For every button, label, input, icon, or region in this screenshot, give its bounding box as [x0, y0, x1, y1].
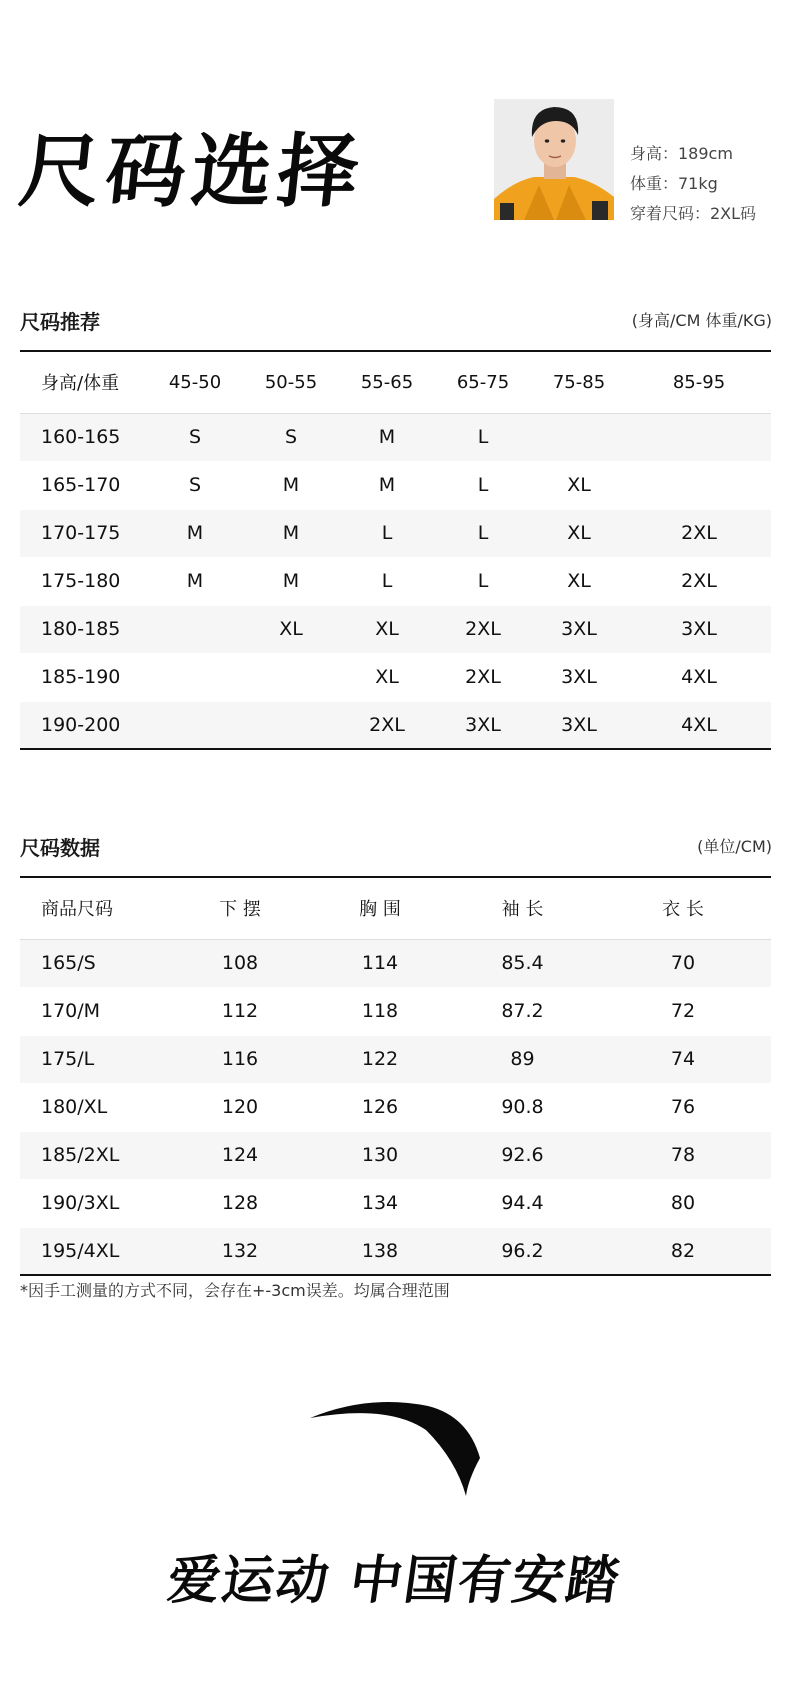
row-label-cell: 165-170 — [20, 461, 147, 509]
column-header: 身高/体重 — [20, 351, 147, 413]
anta-logo-icon — [308, 1400, 483, 1500]
table-cell: M — [243, 461, 339, 509]
brand-slogan: 爱运动 中国有安踏 — [163, 1551, 625, 1611]
table-cell: 114 — [310, 939, 450, 987]
table-cell: 124 — [170, 1131, 310, 1179]
table-cell: S — [243, 413, 339, 461]
table-row — [20, 1179, 771, 1227]
table-cell — [147, 701, 243, 749]
table-row — [20, 701, 771, 749]
table-cell: M — [243, 509, 339, 557]
table-cell: 138 — [310, 1227, 450, 1275]
table-cell: 76 — [595, 1083, 771, 1131]
recommend-title: 尺码推荐 — [20, 310, 100, 334]
table-cell: 118 — [310, 987, 450, 1035]
table-row — [20, 1083, 771, 1131]
table-cell: 78 — [595, 1131, 771, 1179]
row-label-cell: 195/4XL — [20, 1227, 170, 1275]
table-cell: 96.2 — [450, 1227, 595, 1275]
measurement-footnote: *因手工测量的方式不同，会存在+-3cm误差。均属合理范围 — [20, 1281, 450, 1300]
table-row — [20, 557, 771, 605]
table-cell: 134 — [310, 1179, 450, 1227]
table-cell: 87.2 — [450, 987, 595, 1035]
row-label-cell: 185-190 — [20, 653, 147, 701]
column-header: 85-95 — [627, 351, 771, 413]
table-cell: 92.6 — [450, 1131, 595, 1179]
table-cell: 128 — [170, 1179, 310, 1227]
table-row — [20, 413, 771, 461]
table-cell: 122 — [310, 1035, 450, 1083]
table-cell — [627, 413, 771, 461]
table-cell: XL — [339, 605, 435, 653]
table-cell: 112 — [170, 987, 310, 1035]
row-label-cell: 165/S — [20, 939, 170, 987]
table-row — [20, 653, 771, 701]
table-cell: 72 — [595, 987, 771, 1035]
table-row — [20, 605, 771, 653]
table-cell: M — [147, 509, 243, 557]
table-cell: XL — [531, 557, 627, 605]
recommend-unit: (身高/CM 体重/KG) — [631, 311, 772, 330]
row-label-cell: 170/M — [20, 987, 170, 1035]
column-header: 45-50 — [147, 351, 243, 413]
table-row — [20, 939, 771, 987]
column-header: 商品尺码 — [20, 877, 170, 939]
table-cell: L — [339, 509, 435, 557]
table-cell: M — [339, 461, 435, 509]
table-cell: 120 — [170, 1083, 310, 1131]
table-cell: L — [435, 557, 531, 605]
row-label-cell: 170-175 — [20, 509, 147, 557]
table-cell: 4XL — [627, 701, 771, 749]
table-cell: 132 — [170, 1227, 310, 1275]
table-cell: 126 — [310, 1083, 450, 1131]
table-cell: XL — [339, 653, 435, 701]
table-cell: 130 — [310, 1131, 450, 1179]
row-label-cell: 175/L — [20, 1035, 170, 1083]
size-recommend-table — [20, 350, 771, 750]
table-cell: L — [435, 509, 531, 557]
table-cell: 116 — [170, 1035, 310, 1083]
table-cell: 2XL — [627, 509, 771, 557]
model-info — [630, 139, 756, 229]
table-cell — [627, 461, 771, 509]
table-cell: L — [339, 557, 435, 605]
size-measurement-table — [20, 876, 771, 1276]
table-cell — [243, 701, 339, 749]
table-cell: L — [435, 461, 531, 509]
row-label-cell: 190-200 — [20, 701, 147, 749]
table-cell: 74 — [595, 1035, 771, 1083]
table-cell: M — [339, 413, 435, 461]
table-cell: 90.8 — [450, 1083, 595, 1131]
table-cell — [147, 653, 243, 701]
table-cell: 3XL — [531, 701, 627, 749]
table-row — [20, 461, 771, 509]
model-height: 身高：189cm — [630, 144, 733, 163]
table-cell: 94.4 — [450, 1179, 595, 1227]
table-cell — [531, 413, 627, 461]
table-cell — [243, 653, 339, 701]
table-cell — [147, 605, 243, 653]
column-header: 袖 长 — [450, 877, 595, 939]
row-label-cell: 175-180 — [20, 557, 147, 605]
table-cell: 2XL — [627, 557, 771, 605]
table-cell: 89 — [450, 1035, 595, 1083]
model-size-worn: 穿着尺码：2XL码 — [630, 204, 757, 223]
table-cell: 2XL — [339, 701, 435, 749]
table-cell: 3XL — [435, 701, 531, 749]
column-header: 胸 围 — [310, 877, 450, 939]
column-header: 50-55 — [243, 351, 339, 413]
table-cell: 2XL — [435, 605, 531, 653]
row-label-cell: 185/2XL — [20, 1131, 170, 1179]
table-cell: 3XL — [531, 605, 627, 653]
page-title: 尺码选择 — [15, 125, 369, 218]
table-cell: S — [147, 413, 243, 461]
row-label-cell: 180/XL — [20, 1083, 170, 1131]
table-row — [20, 1131, 771, 1179]
table-cell: M — [147, 557, 243, 605]
table-cell: 70 — [595, 939, 771, 987]
table-row — [20, 1227, 771, 1275]
row-label-cell: 180-185 — [20, 605, 147, 653]
column-header: 75-85 — [531, 351, 627, 413]
table-cell: 2XL — [435, 653, 531, 701]
column-header: 65-75 — [435, 351, 531, 413]
row-label-cell: 190/3XL — [20, 1179, 170, 1227]
table-cell: M — [243, 557, 339, 605]
table-cell: XL — [531, 509, 627, 557]
table-row — [20, 509, 771, 557]
row-label-cell: 160-165 — [20, 413, 147, 461]
column-header: 55-65 — [339, 351, 435, 413]
model-weight: 体重：71kg — [630, 174, 718, 193]
table-header-row — [20, 351, 771, 413]
table-cell: 82 — [595, 1227, 771, 1275]
measurements-title: 尺码数据 — [20, 836, 100, 860]
model-photo — [494, 99, 614, 220]
measurements-unit: (单位/CM) — [697, 837, 772, 856]
table-cell: 4XL — [627, 653, 771, 701]
table-cell: XL — [243, 605, 339, 653]
table-cell: L — [435, 413, 531, 461]
table-row — [20, 1035, 771, 1083]
table-header-row — [20, 877, 771, 939]
table-cell: XL — [531, 461, 627, 509]
table-cell: S — [147, 461, 243, 509]
table-cell: 80 — [595, 1179, 771, 1227]
column-header: 下 摆 — [170, 877, 310, 939]
table-cell: 3XL — [627, 605, 771, 653]
table-cell: 108 — [170, 939, 310, 987]
table-cell: 85.4 — [450, 939, 595, 987]
column-header: 衣 长 — [595, 877, 771, 939]
table-row — [20, 987, 771, 1035]
table-cell: 3XL — [531, 653, 627, 701]
